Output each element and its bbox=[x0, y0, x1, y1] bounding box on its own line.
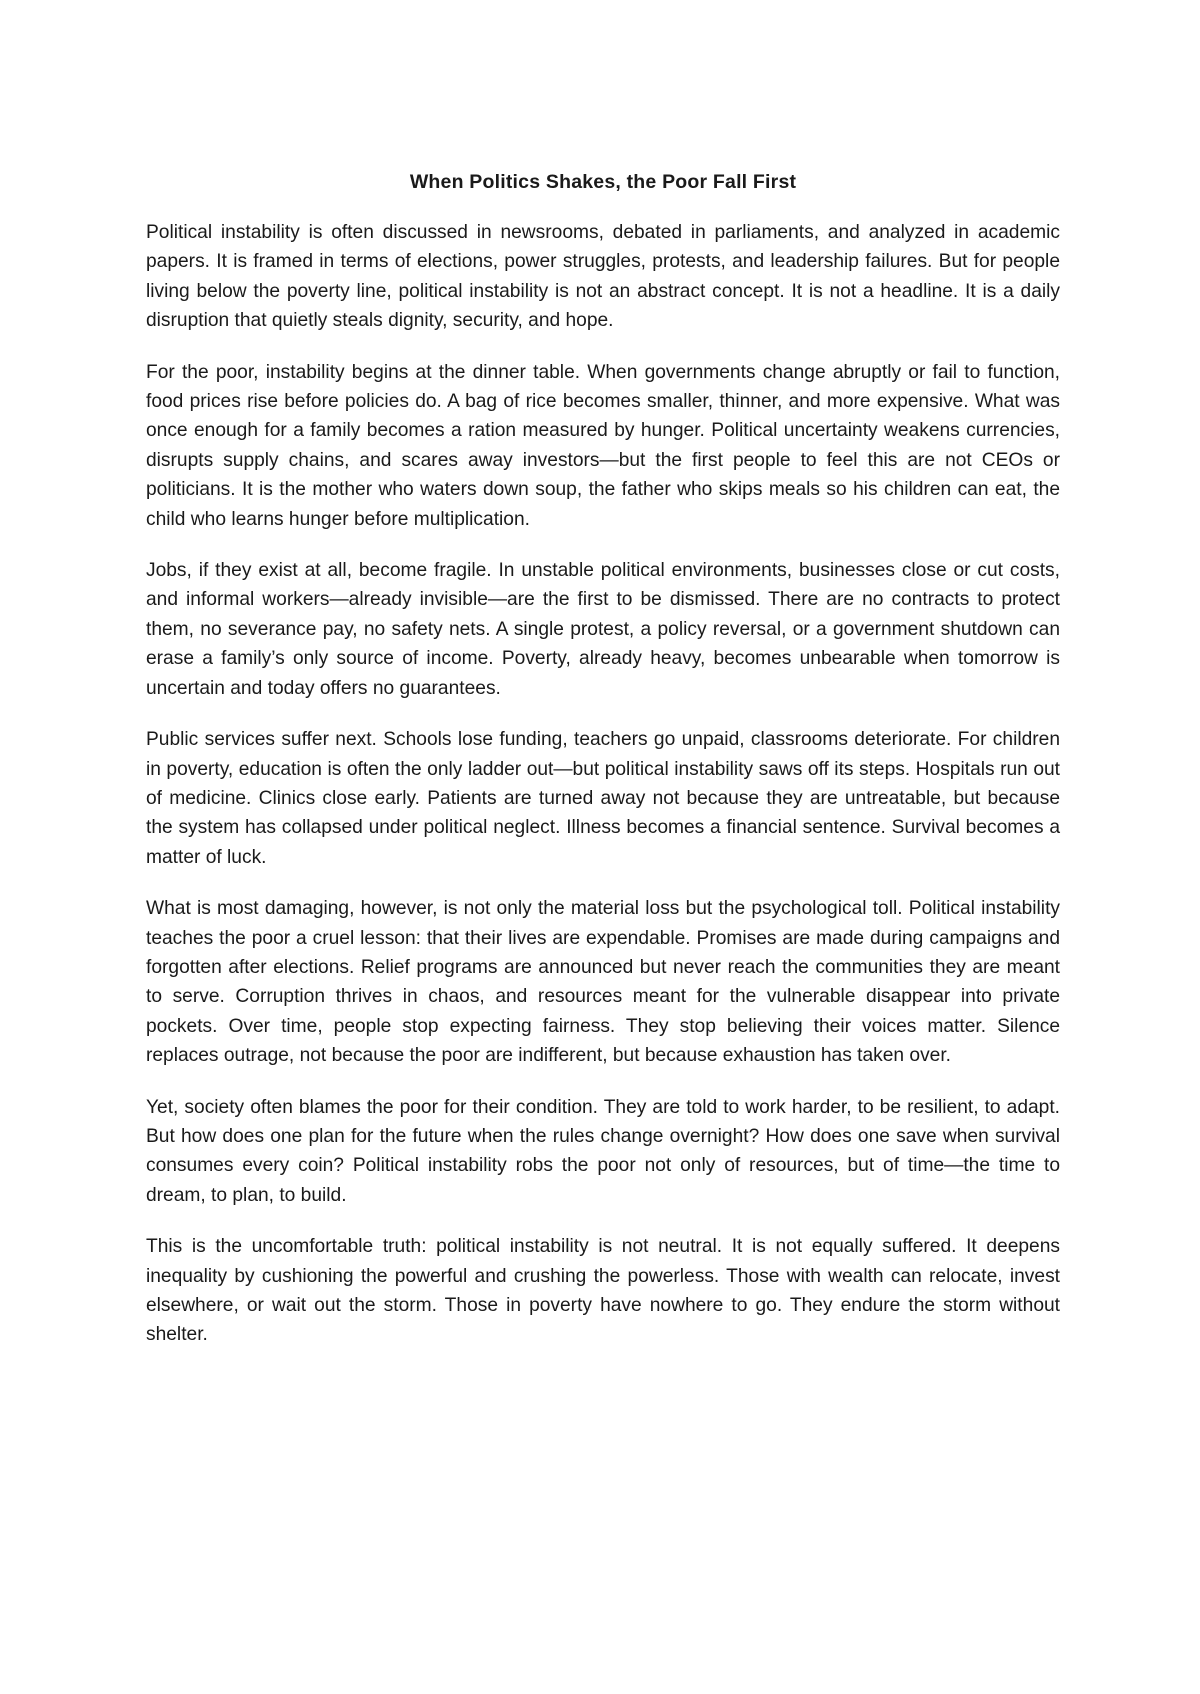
paragraph-blame: Yet, society often blames the poor for their condition. They are told to work harder, to be resilient, to adapt. But how does one plan for the future when the rules change overnight? How does one save when survival consumes every coin? Political instability robs the poor not only of resources, but of time—the time to dream, to plan, to build. bbox=[146, 1096, 1060, 1206]
paragraph-jobs: Jobs, if they exist at all, become fragile. In unstable political environments, businesses close or cut costs, and informal workers—already invisible—are the first to be dismissed. There are no contracts to protect them, no severance pay, no safety nets. A single protest, a policy reversal, or a government shutdown can erase a family’s only source of income. Poverty, already heavy, becomes unbearable when tomorrow is uncertain and today offers no guarantees. bbox=[146, 560, 1060, 699]
document-title: When Politics Shakes, the Poor Fall First bbox=[409, 171, 797, 193]
paragraph-public-services: Public services suffer next. Schools lose funding, teachers go unpaid, classrooms deteriorate. For children in poverty, education is often the only ladder out—but political instability saws off its steps. Hospitals run out of medicine. Clinics close early. Patients are turned away not because they are untreatable, but because the system has collapsed under political neglect. Illness becomes a financial sentence. Survival becomes a matter of luck. bbox=[146, 729, 1060, 868]
paragraph-food-prices: For the poor, instability begins at the dinner table. When governments change abruptly or fail to function, food prices rise before policies do. A bag of rice becomes smaller, thinner, and more expensive. What was once enough for a family becomes a ration measured by hunger. Political uncertainty weakens currencies, disrupts supply chains, and scares away investors—but the first people to feel this are not CEOs or politicians. It is the mother who waters down soup, the father who skips meals so his children can eat, the child who learns hunger before multiplication. bbox=[146, 361, 1060, 530]
document-body bbox=[146, 168, 1060, 1372]
paragraph-intro: Political instability is often discussed in newsrooms, debated in parliaments, and analyzed in academic papers. It is framed in terms of elections, power struggles, protests, and leadership failures. But for people living below the poverty line, political instability is not an abstract concept. It is not a headline. It is a daily disruption that quietly steals dignity, security, and hope. bbox=[146, 222, 1060, 332]
paragraph-conclusion: This is the uncomfortable truth: political instability is not neutral. It is not equally suffered. It deepens inequality by cushioning the powerful and crushing the powerless. Those with wealth can relocate, invest elsewhere, or wait out the storm. Those in poverty have nowhere to go. They endure the storm without shelter. bbox=[146, 1236, 1060, 1346]
paragraph-psychological-toll: What is most damaging, however, is not only the material loss but the psychological toll. Political instability teaches the poor a cruel lesson: that their lives are expendable. Promises are made during campaigns and forgotten after elections. Relief programs are announced but never reach the communities they are meant to serve. Corruption thrives in chaos, and resources meant for the vulnerable disappear into private pockets. Over time, people stop expecting fairness. They stop believing their voices matter. Silence replaces outrage, not because the poor are indifferent, but because exhaustion has taken over. bbox=[146, 898, 1060, 1067]
